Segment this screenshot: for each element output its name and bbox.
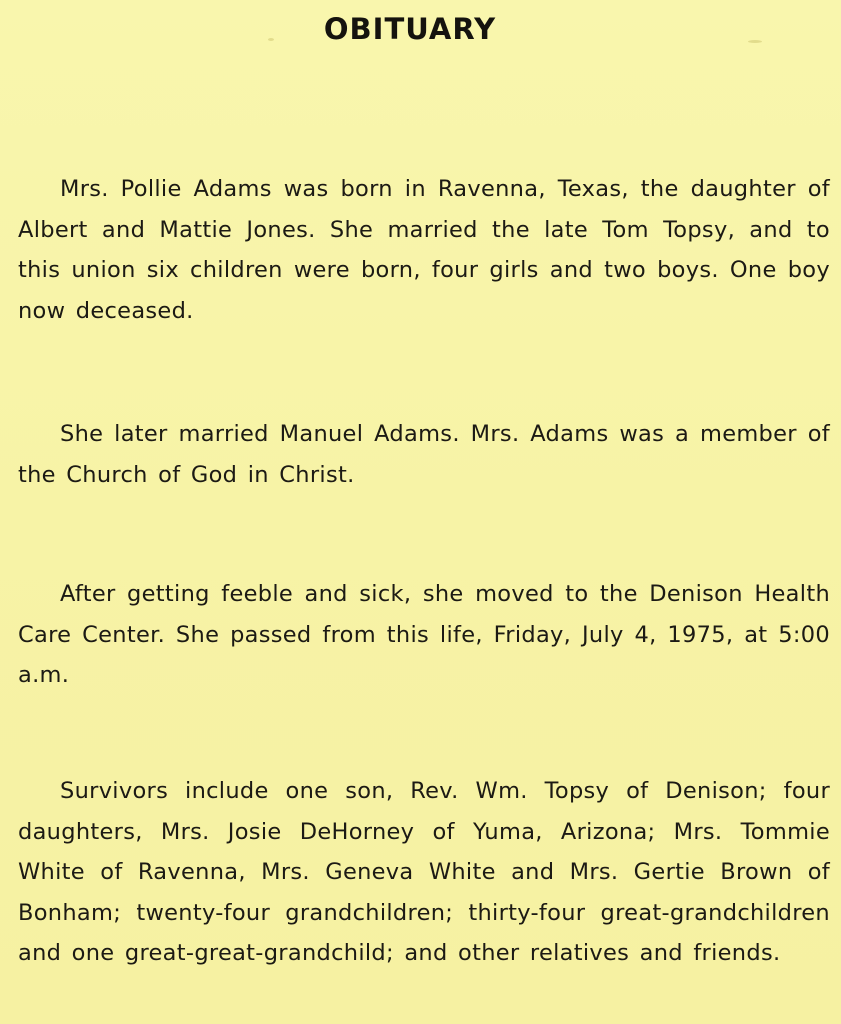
page-title: OBITUARY — [323, 12, 497, 46]
paragraph-survivors: Survivors include one son, Rev. Wm. Topsy of Denison; four daughters, Mrs. Josie DeHorney of Yuma, Arizona; Mrs. Tommie White of Ravenna, Mrs. Geneva White and Mrs. Gertie Brown of Bonham; twenty-four grandchildren; thirty-four great-grandchildren and one great-great-grandchild; and other relatives and friends. — [18, 778, 830, 966]
paragraph-birth-family: Mrs. Pollie Adams was born in Ravenna, Texas, the daughter of Albert and Mattie Jones. She married the late Tom Topsy, and to this union six children were born, four girls and two boys. One boy now deceased. — [18, 176, 830, 324]
paragraph-marriage-church: She later married Manuel Adams. Mrs. Adams was a member of the Church of God in Christ. — [18, 421, 830, 488]
paragraph-passing: After getting feeble and sick, she moved to the Denison Health Care Center. She passed from this life, Friday, July 4, 1975, at 5:00 a.m. — [18, 581, 830, 688]
